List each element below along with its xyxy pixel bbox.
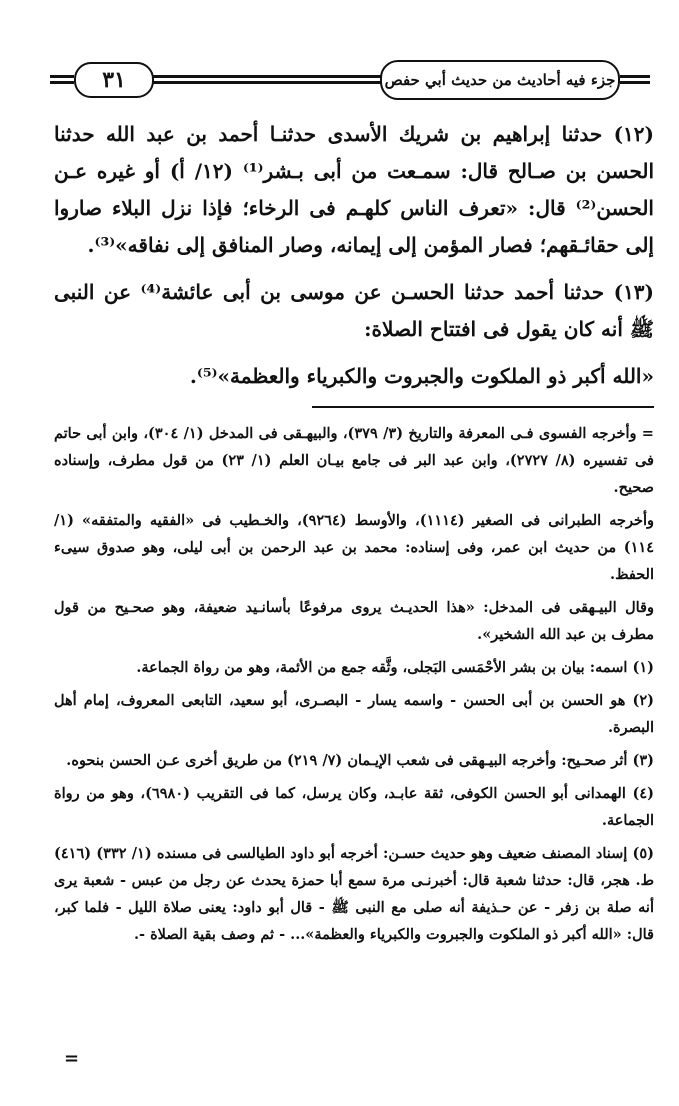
main-text [54, 116, 654, 395]
header-rule-middle-top [150, 75, 382, 78]
book-title: جزء فيه أحاديث من حديث أبي حفص [380, 60, 620, 100]
hadith-13: (١٣) حدثنا أحمد حدثنا الحسـن عن موسى بن أبى عائشة⁽⁴⁾ عن النبى ﷺ أنه كان يقول فى افتتاح الصلاة: [54, 280, 655, 341]
footnote-4: (٤) الهمدانى أبو الحسن الكوفى، ثقة عابـد، وكان يرسل، كما فى التقريب (٦٩٨٠)، وهو من رواة الجماعة. [54, 785, 654, 829]
header-rule-right-top [620, 75, 650, 78]
footnote-5: (٥) إسناد المصنف ضعيف وهو حديث حسـن: أخرجه أبو داود الطيالسى فى مسنده (١/ ٣٣٢) (٤١٦) ط. هجر، قال: حدثنا شعبة قال: أخبرنـى مرة سمع أبا حمزة يحدث عن رجل من عبس - شعبة يرى أنه صلة بن زفر - عن حـذيفة أنه صلى مع النبى ﷺ - قال أبو داود: يعنى صلاة الليل - فلما كبر، قال: «الله أكبر ذو الملكوت والجبروت والكبرياء والعظمة»... - ثم وصف بقية الصلاة -. [54, 845, 654, 943]
footnote-divider [312, 406, 654, 408]
footnote-2: (٢) هو الحسن بن أبى الحسن - واسمه يسار - البصـرى، أبو سعيد، التابعى المعروف، إمام أهل البصرة. [54, 692, 654, 736]
footnote-3: (٣) أثر صحـيح: وأخرجه البيـهقى فى شعب الإيـمان (٧/ ٢١٩) من طريق أخرى عـن الحسن بنحوه. [66, 752, 654, 769]
running-header [50, 56, 650, 102]
footnote-1: (١) اسمه: بيان بن بشر الأحْمَسى البَجلى، وثَّقه جمع من الأئمة، وهو من رواة الجماعة. [136, 659, 654, 676]
footnotes [54, 420, 654, 954]
hadith-13-quote: «الله أكبر ذو الملكوت والجبروت والكبرياء والعظمة»⁽⁵⁾. [189, 364, 654, 388]
header-rule-left-bottom [50, 81, 74, 84]
footnote-continued: = وأخرجه الفسوى فـى المعرفة والتاريخ (٣/ ٣٧٩)، والبيهـقى فى المدخل (١/ ٣٠٤)، وابن أبى حاتم فى تفسيره (٨/ ٢٧٢٧)، وابن عبد البر فى جامع بيـان العلم (١/ ٢٣) من قول مطرف، وإسناده صحيح. [54, 425, 654, 496]
hadith-12: (١٢) حدثنا إبراهيم بن شريك الأسدى حدثنـا أحمد بن عبد الله حدثنا الحسن بن صـالح قال: سمـعت من أبى بـشر⁽¹⁾ (١٢/ أ) أو غيره عـن الحسن⁽²⁾ قال: «تعرف الناس كلهـم فى الرخاء؛ فإذا نزل البلاء صاروا إلى حقائـقهم؛ فصار المؤمن إلى إيمانه، وصار المنافق إلى نفاقه»⁽³⁾. [54, 122, 655, 257]
footnote-continued-3: وقال البيـهقى فى المدخل: «هذا الحديـث يروى مرفوعًا بأسانـيد ضعيفة، وهو صحـيح من قول مطرف بن عبد الله الشخير». [54, 599, 654, 643]
header-rule-left-top [50, 75, 74, 78]
footnote-continued-2: وأخرجه الطبرانى فى الصغير (١١١٤)، والأوسط (٩٢٦٤)، والخـطيب فى «الفقيه والمتفقه» (١/ ١١٤) من حديث ابن عمر، وفى إسناده: محمد بن عبد الرحمن بن أبى ليلى، وهو صدوق سيىء الحفظ. [54, 512, 654, 583]
page-number: ٣١ [74, 62, 154, 98]
continuation-mark: = [64, 1048, 80, 1069]
header-rule-middle-bottom [150, 81, 382, 84]
header-rule-right-bottom [620, 81, 650, 84]
